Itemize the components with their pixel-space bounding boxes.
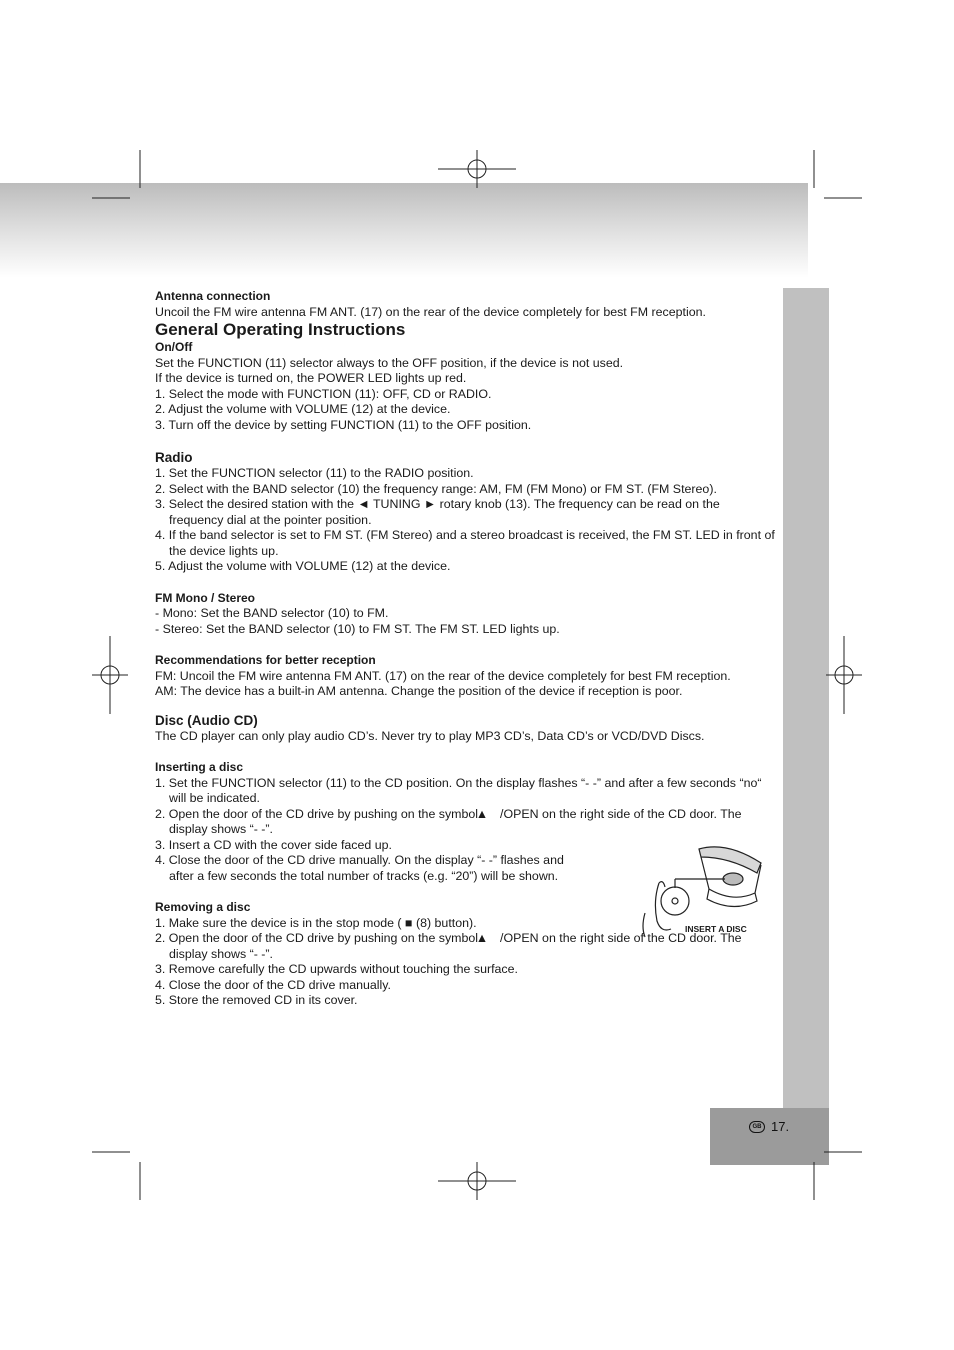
fm-heading: FM Mono / Stereo bbox=[155, 590, 255, 605]
list-item bbox=[155, 807, 775, 838]
insert-heading: Inserting a disc bbox=[155, 760, 244, 774]
onoff-line: If the device is turned on, the POWER LED lights up red. bbox=[155, 371, 467, 385]
page-number-text: 17. bbox=[771, 1119, 790, 1134]
antenna-text: Uncoil the FM wire antenna FM ANT. (17) on the rear of the device completely for best FM reception. bbox=[155, 304, 706, 319]
radio-title: Radio bbox=[155, 450, 193, 465]
list-item: 5. Store the removed CD in its cover. bbox=[155, 993, 358, 1007]
list-item: 3. Select the desired station with the ◄ TUNING ► rotary knob (13). The frequency can be read on the frequency dial at the pointer position. bbox=[155, 497, 720, 527]
fm-line: - Stereo: Set the BAND selector (10) to FM ST. The FM ST. LED lights up. bbox=[155, 621, 560, 636]
onoff-heading: On/Off bbox=[155, 340, 193, 354]
list-item: 3. Insert a CD with the cover side faced up. bbox=[155, 837, 392, 852]
eject-icon: ▲ bbox=[475, 931, 489, 945]
antenna-heading: Antenna connection bbox=[155, 289, 271, 303]
eject-icon: ▲ bbox=[475, 806, 489, 821]
onoff-line: 3. Turn off the device by setting FUNCTION (11) to the OFF position. bbox=[155, 417, 532, 432]
fm-line: - Mono: Set the BAND selector (10) to FM. bbox=[155, 606, 389, 620]
list-item: 1. Set the FUNCTION selector (11) to the RADIO position. bbox=[155, 466, 474, 480]
list-item: 1. Set the FUNCTION selector (11) to the CD position. On the display flashes “- -” and after a few seconds “no“ will be indicated. bbox=[155, 775, 762, 805]
reception-line: AM: The device has a built-in AM antenna. Change the position of the device if reception is poor. bbox=[155, 684, 683, 698]
page-number bbox=[749, 1119, 789, 1134]
reception-heading: Recommendations for better reception bbox=[155, 653, 376, 667]
remove-2-text-b: /OPEN on the right side of the CD door. The display shows “- -”. bbox=[169, 931, 742, 961]
onoff-line: 2. Adjust the volume with VOLUME (12) at the device. bbox=[155, 402, 451, 416]
disc-title: Disc (Audio CD) bbox=[155, 712, 258, 728]
general-title: General Operating Instructions bbox=[155, 320, 406, 339]
onoff-line: Set the FUNCTION (11) selector always to the OFF position, if the device is not used. bbox=[155, 355, 624, 370]
remove-1-text-a: 1. Make sure the device is in the stop mode ( bbox=[155, 915, 402, 930]
disc-intro: The CD player can only play audio CD’s. Never try to play MP3 CD’s, Data CD’s or VCD/DVD Discs. bbox=[155, 728, 705, 743]
list-item: 4. If the band selector is set to FM ST. (FM Stereo) and a stereo broadcast is received, the FM ST. LED in front of the device lights up. bbox=[155, 528, 775, 558]
list-item: 5. Adjust the volume with VOLUME (12) at the device. bbox=[155, 559, 451, 573]
reception-line: FM: Uncoil the FM wire antenna FM ANT. (17) on the rear of the device completely for best FM reception. bbox=[155, 668, 731, 683]
onoff-line: 1. Select the mode with FUNCTION (11): OFF, CD or RADIO. bbox=[155, 386, 492, 401]
remove-heading: Removing a disc bbox=[155, 900, 251, 914]
list-item: 3. Remove carefully the CD upwards without touching the surface. bbox=[155, 962, 518, 976]
figure-caption: INSERT A DISC bbox=[685, 924, 747, 934]
radio-list bbox=[155, 466, 775, 575]
remove-2-text-a: 2. Open the door of the CD drive by pushing on the symbol bbox=[155, 931, 479, 945]
list-item: 4. Close the door of the CD drive manually. bbox=[155, 977, 391, 992]
stop-icon: ■ bbox=[405, 915, 413, 930]
list-item: 4. Close the door of the CD drive manually. On the display “- -” flashes and after a few seconds the total number of tracks (e.g. “20”) will be shown. bbox=[155, 853, 564, 883]
insert-2-text-b: /OPEN on the right side of the CD door. The display shows “- -”. bbox=[169, 806, 742, 836]
list-item: 2. Select with the BAND selector (10) the frequency range: AM, FM (FM Mono) or FM ST. (FM Stereo). bbox=[155, 481, 717, 496]
gb-language-icon: GB bbox=[749, 1121, 765, 1133]
insert-2-text-a: 2. Open the door of the CD drive by pushing on the symbol bbox=[155, 806, 479, 821]
remove-1-text-b: (8) button). bbox=[415, 915, 477, 930]
